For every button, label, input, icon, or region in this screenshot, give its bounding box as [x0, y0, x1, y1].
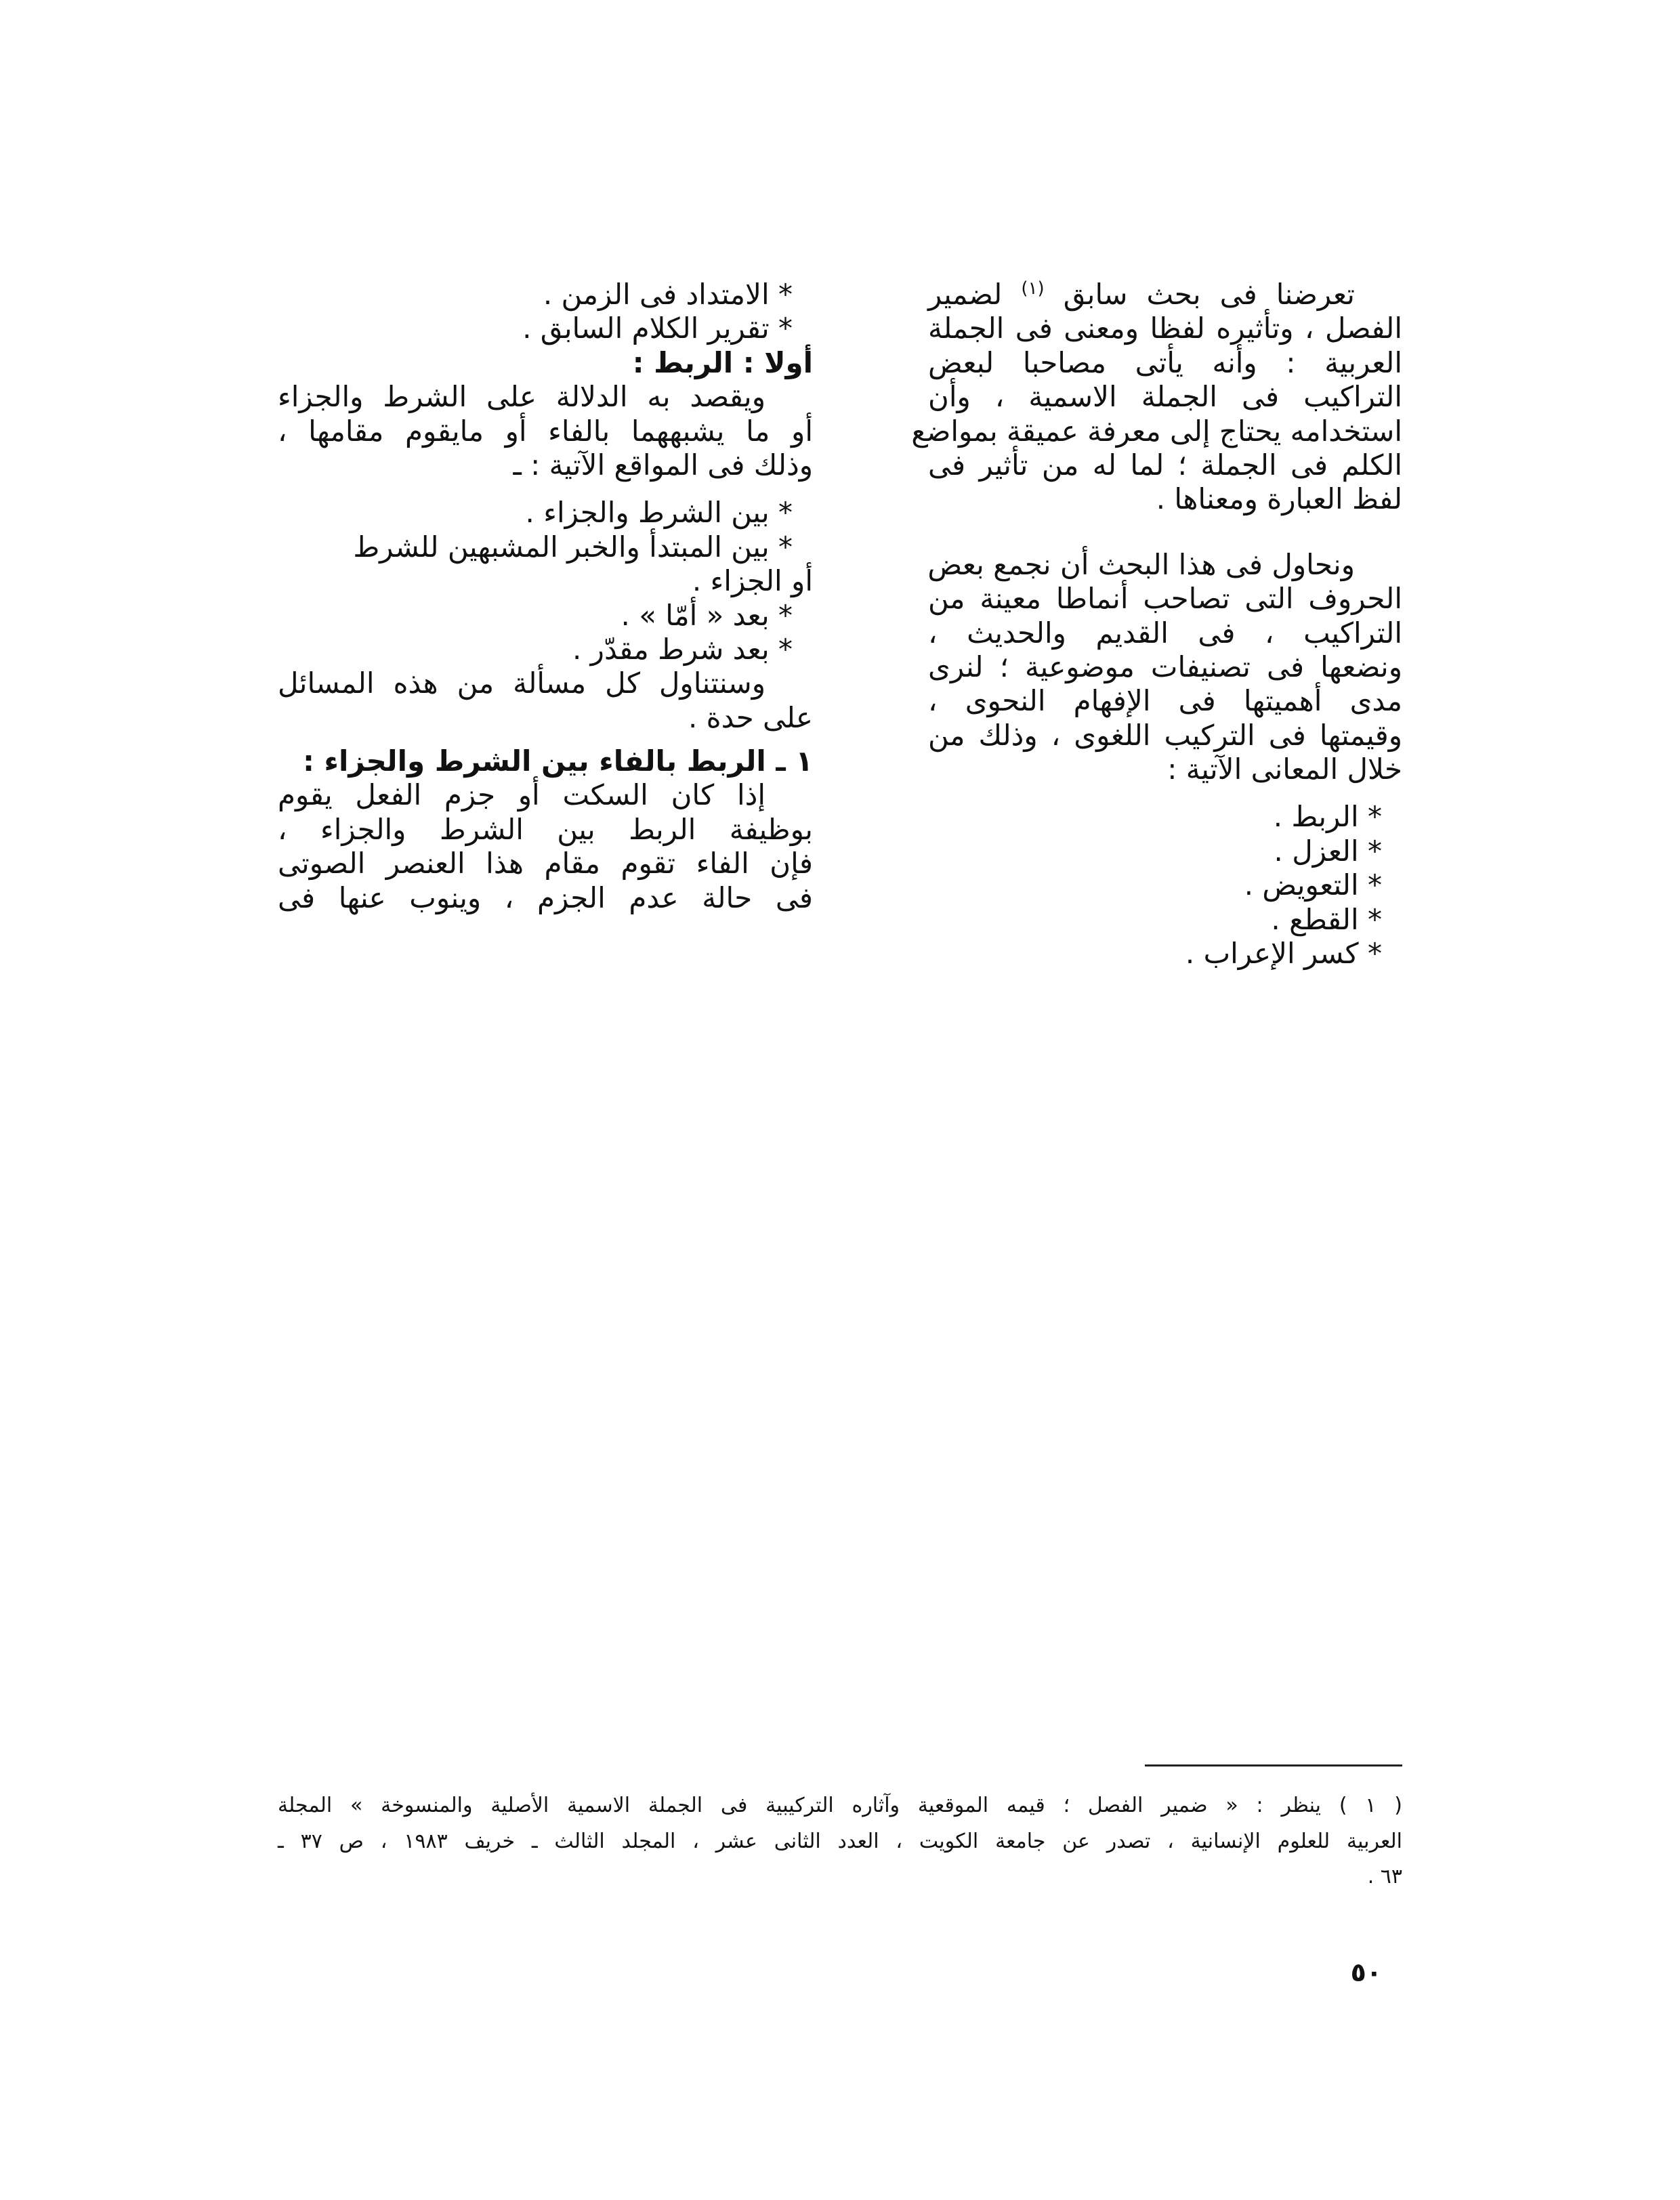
list-item: * بين الشرط والجزاء . [525, 496, 793, 530]
text-line: ويقصد به الدلالة على الشرط والجزاء [278, 380, 765, 414]
text-line: الفصل ، وتأثيره لفظا ومعنى فى الجملة [928, 312, 1402, 345]
text-line: وسنتناول كل مسألة من هذه المسائل [278, 667, 765, 700]
section-heading: أولا : الربط : [632, 345, 813, 379]
list-item: * التعويض . [1244, 868, 1382, 902]
right-column [911, 278, 1402, 971]
text-line: لفظ العبارة ومعناها . [1156, 482, 1402, 516]
text-line: فإن الفاء تقوم مقام هذا العنصر الصوتى [278, 847, 813, 881]
list-item: * تقرير الكلام السابق . [522, 312, 793, 345]
text-line: العربية : وأنه يأتى مصاحبا لبعض [928, 345, 1402, 379]
text-line: التراكيب ، فى القديم والحديث ، [928, 616, 1402, 650]
text-line: الكلم فى الجملة ؛ لما له من تأثير فى [928, 448, 1402, 482]
list-item: * كسر الإعراب . [1185, 937, 1382, 971]
footnote [278, 1788, 1402, 1895]
footnote-line: ٦٣ . [1367, 1865, 1402, 1888]
list-item: * بين المبتدأ والخبر المشبهين للشرط [353, 530, 793, 564]
section-heading: ١ ـ الربط بالفاء بين الشرط والجزاء : [303, 744, 813, 778]
list-item: * القطع . [1271, 902, 1382, 936]
list-item: * بعد « أمّا » . [621, 598, 793, 632]
text-line: أو ما يشبههما بالفاء أو مايقوم مقامها ، [278, 414, 813, 448]
footnote-line: العربية للعلوم الإنسانية ، تصدر عن جامعة الكويت ، العدد الثانى عشر ، المجلد الثالث ـ خريف ١٩٨٣ ، ص ٣٧ ـ [278, 1829, 1403, 1853]
text-line: تعرضنا فى بحث سابق $^{(١)}$ لضمير [928, 278, 1355, 311]
left-column [278, 278, 813, 915]
footnote-line: ( ١ ) ينظر : « ضمير الفصل ؛ قيمه الموقعية وآثاره التركيبية فى الجملة الاسمية الأصلية والمنسوخة » المجلة [278, 1794, 1402, 1817]
footnote-divider [1145, 1764, 1402, 1767]
text-line: الحروف التى تصاحب أنماطا معينة من [928, 582, 1402, 616]
text-line: وذلك فى المواقع الآتية : ـ [513, 448, 813, 482]
text-line: مدى أهميتها فى الإفهام النحوى ، [928, 684, 1402, 718]
text-line: فى حالة عدم الجزم ، وينوب عنها فى [278, 881, 813, 914]
text-line: ونضعها فى تصنيفات موضوعية ؛ لنرى [928, 650, 1402, 683]
list-item: * الربط . [1273, 800, 1382, 834]
text-line: إذا كان السكت أو جزم الفعل يقوم [278, 778, 765, 812]
text-line: على حدة . [688, 700, 813, 734]
text-line: ونحاول فى هذا البحث أن نجمع بعض [927, 547, 1355, 581]
list-item-continuation: أو الجزاء . [692, 564, 813, 598]
text-line: خلال المعانى الآتية : [1167, 753, 1402, 786]
text-line: وقيمتها فى التركيب اللغوى ، وذلك من [928, 718, 1402, 752]
list-item: * الامتداد فى الزمن . [543, 278, 793, 311]
page-number: ٥٠ [1350, 1958, 1382, 1987]
text-line: استخدامه يحتاج إلى معرفة عميقة بمواضع [911, 414, 1402, 448]
list-item: * بعد شرط مقدّر . [572, 632, 793, 666]
list-item: * العزل . [1274, 834, 1382, 868]
text-line: بوظيفة الربط بين الشرط والجزاء ، [278, 812, 813, 846]
footnote-reference[interactable]: (١) [1021, 278, 1045, 299]
text-line: التراكيب فى الجملة الاسمية ، وأن [928, 380, 1402, 414]
